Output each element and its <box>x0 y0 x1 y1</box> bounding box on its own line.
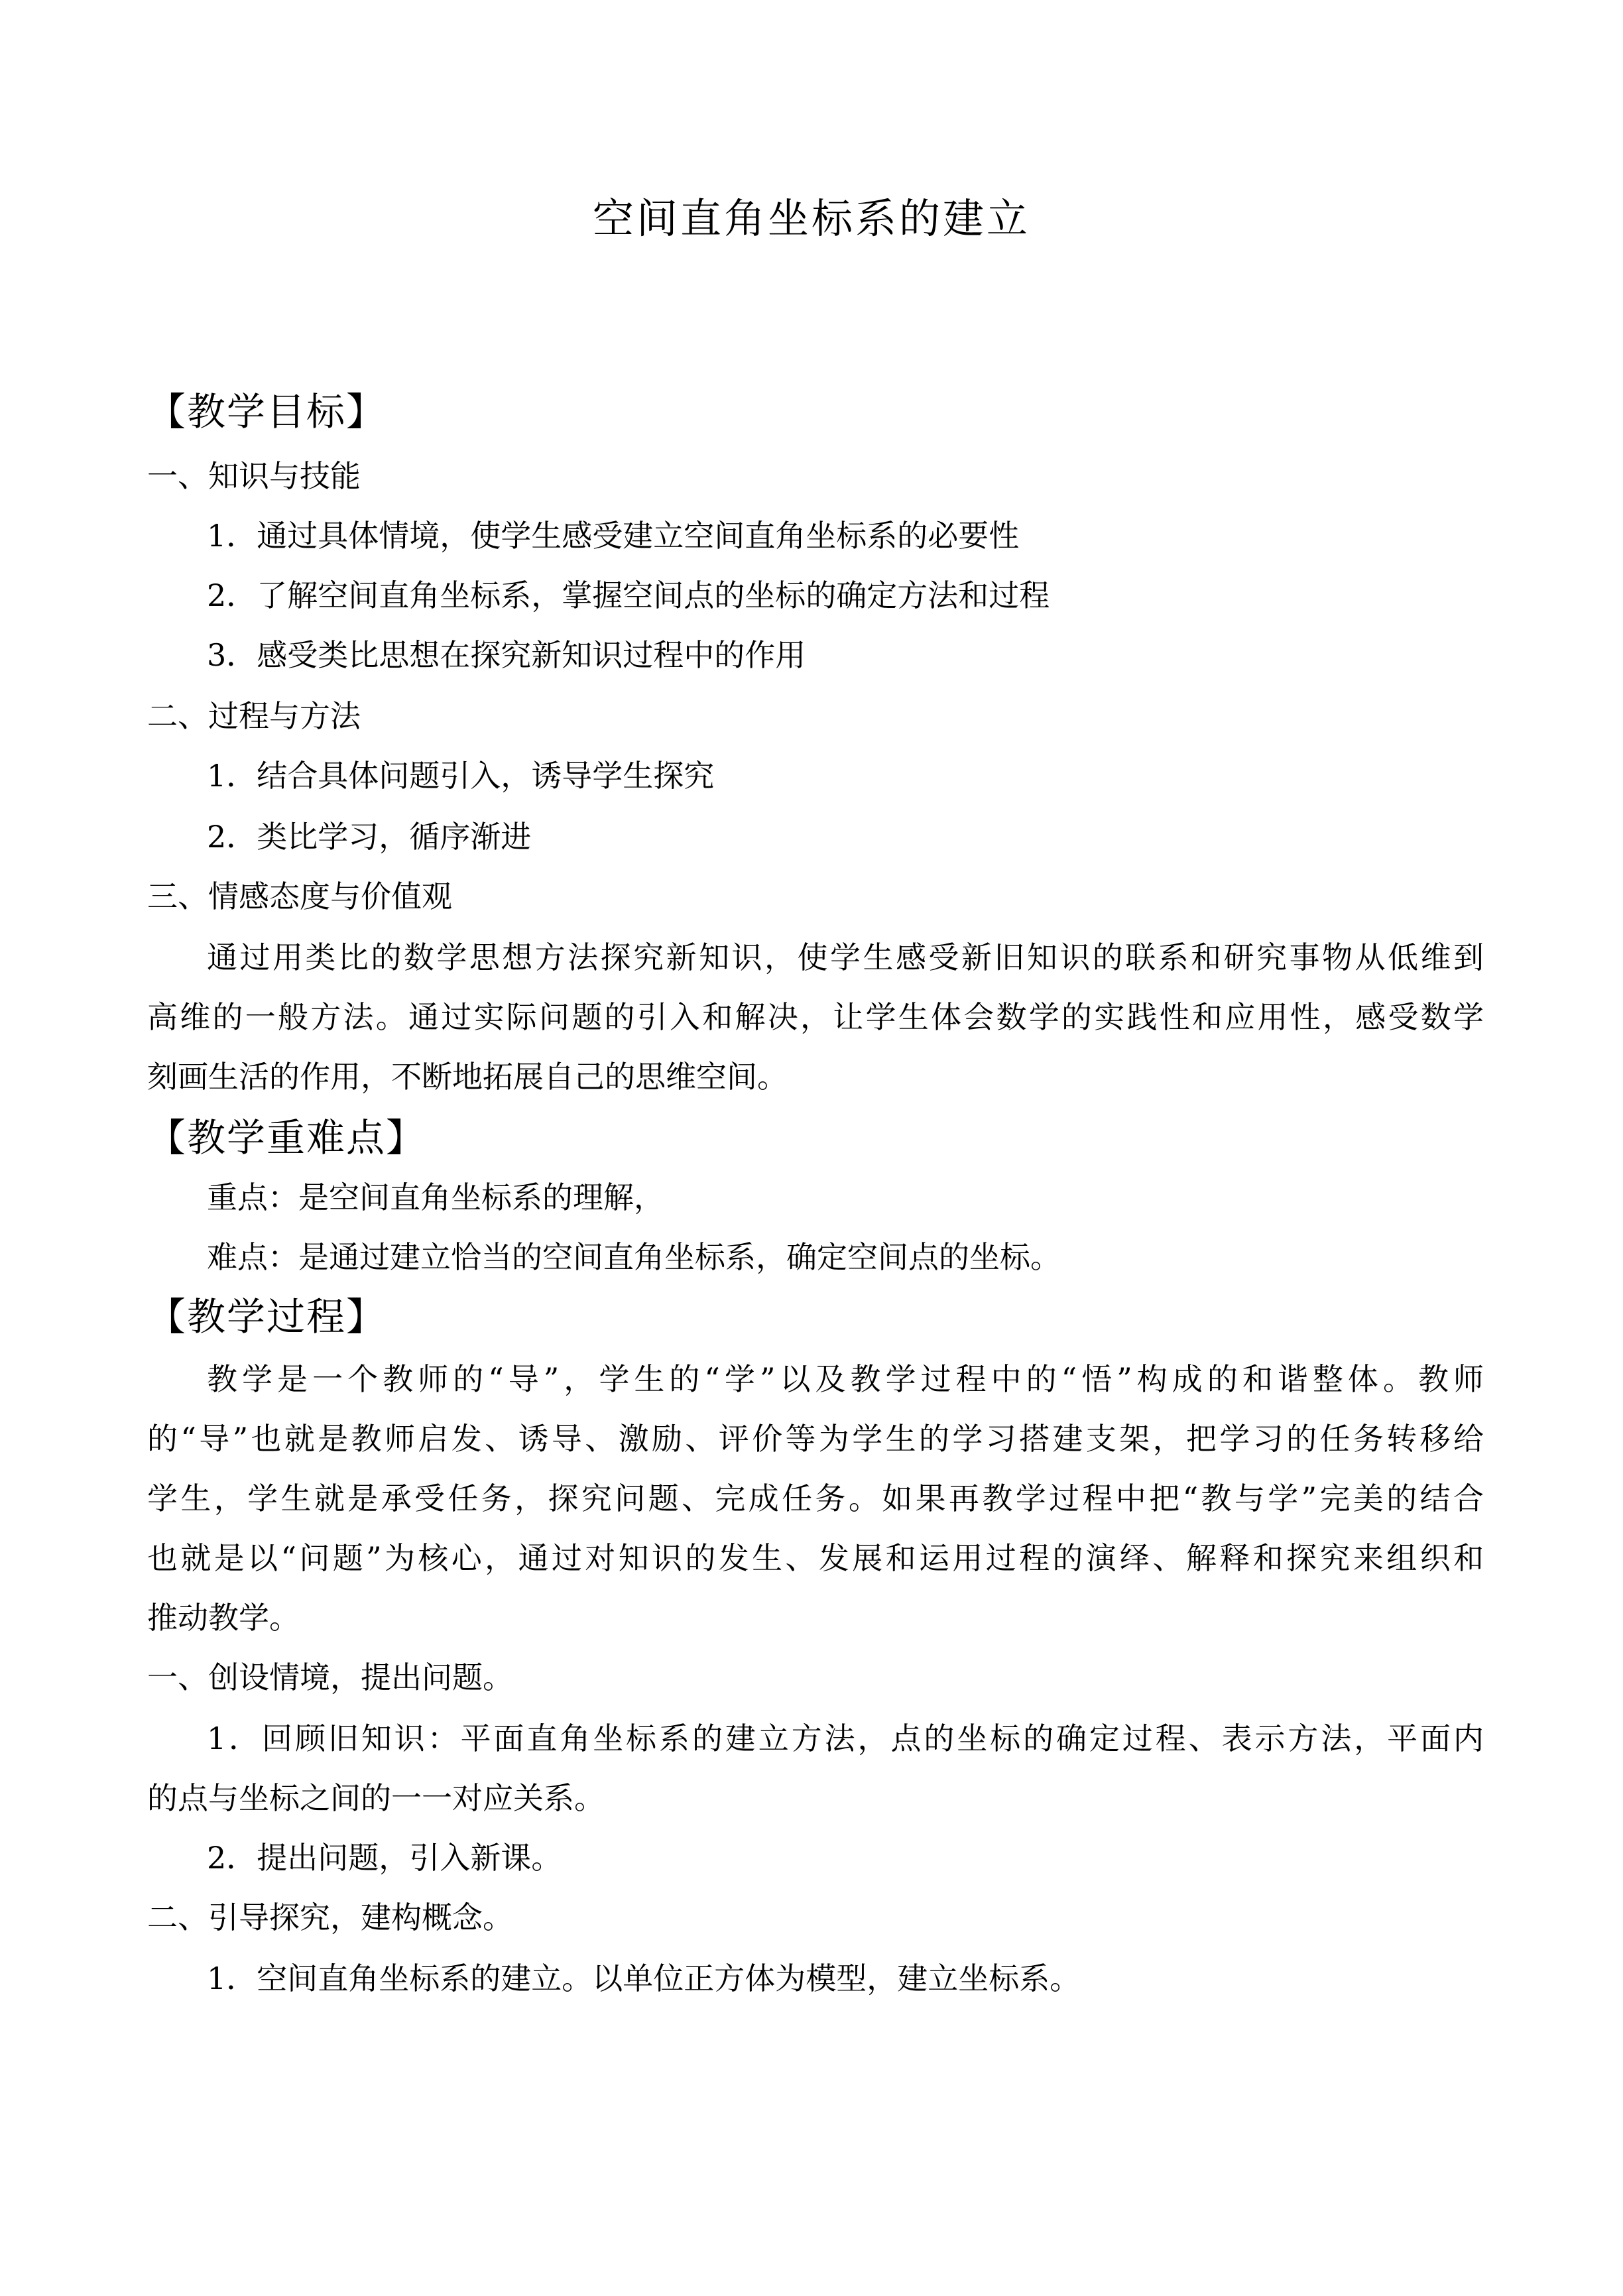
document-title: 空间直角坐标系的建立 <box>592 194 1030 243</box>
key-point-difficult: 难点：是通过建立恰当的空间直角坐标系，确定空间点的坐标。 <box>207 1239 1061 1275</box>
goals-knowledge-item-1: 1．通过具体情境，使学生感受建立空间直角坐标系的必要性 <box>207 518 1020 554</box>
attitude-paragraph-line-2: 高维的一般方法。通过实际问题的引入和解决，让学生体会数学的实践性和应用性，感受数学 <box>147 999 1484 1035</box>
key-point-important: 重点：是空间直角坐标系的理解， <box>207 1179 664 1215</box>
process-intro-line-3: 学生，学生就是承受任务，探究问题、完成任务。如果再教学过程中把“教与学”完美的结合 <box>147 1480 1484 1516</box>
goals-method-item-1: 1．结合具体问题引入，诱导学生探究 <box>207 758 715 794</box>
goals-knowledge-item-2: 2．了解空间直角坐标系，掌握空间点的坐标的确定方法和过程 <box>207 577 1050 613</box>
attitude-paragraph-line-3: 刻画生活的作用，不断地拓展自己的思维空间。 <box>147 1059 788 1095</box>
section-heading-process: 【教学过程】 <box>147 1294 387 1339</box>
process-step-2-item-1: 1．空间直角坐标系的建立。以单位正方体为模型，建立坐标系。 <box>207 1961 1081 1996</box>
goals-heading-method: 二、过程与方法 <box>147 698 361 734</box>
section-heading-goals: 【教学目标】 <box>147 389 387 434</box>
process-intro-line-4: 也就是以“问题”为核心，通过对知识的发生、发展和运用过程的演绎、解释和探究来组织和 <box>147 1540 1484 1576</box>
goals-heading-knowledge: 一、知识与技能 <box>147 458 361 494</box>
process-step-1-item-1-line-2: 的点与坐标之间的一一对应关系。 <box>147 1780 605 1816</box>
process-step-1-item-2: 2．提出问题，引入新课。 <box>207 1840 562 1876</box>
process-step-1-item-1-line-1: 1．回顾旧知识：平面直角坐标系的建立方法，点的坐标的确定过程、表示方法，平面内 <box>207 1721 1484 1756</box>
process-step-2-heading: 二、引导探究，建构概念。 <box>147 1900 513 1935</box>
section-heading-key-points: 【教学重难点】 <box>147 1115 426 1160</box>
process-intro-line-1: 教学是一个教师的“导”，学生的“学”以及教学过程中的“悟”构成的和谐整体。教师 <box>207 1361 1484 1397</box>
attitude-paragraph-line-1: 通过用类比的数学思想方法探究新知识，使学生感受新旧知识的联系和研究事物从低维到 <box>207 939 1484 975</box>
goals-heading-attitude: 三、情感态度与价值观 <box>147 878 452 914</box>
process-intro-line-5: 推动教学。 <box>147 1600 300 1636</box>
process-intro-line-2: 的“导”也就是教师启发、诱导、激励、评价等为学生的学习搭建支架，把学习的任务转移给 <box>147 1421 1484 1457</box>
process-step-1-heading: 一、创设情境，提出问题。 <box>147 1660 513 1695</box>
goals-method-item-2: 2．类比学习，循序渐进 <box>207 819 532 855</box>
goals-knowledge-item-3: 3．感受类比思想在探究新知识过程中的作用 <box>207 637 806 673</box>
